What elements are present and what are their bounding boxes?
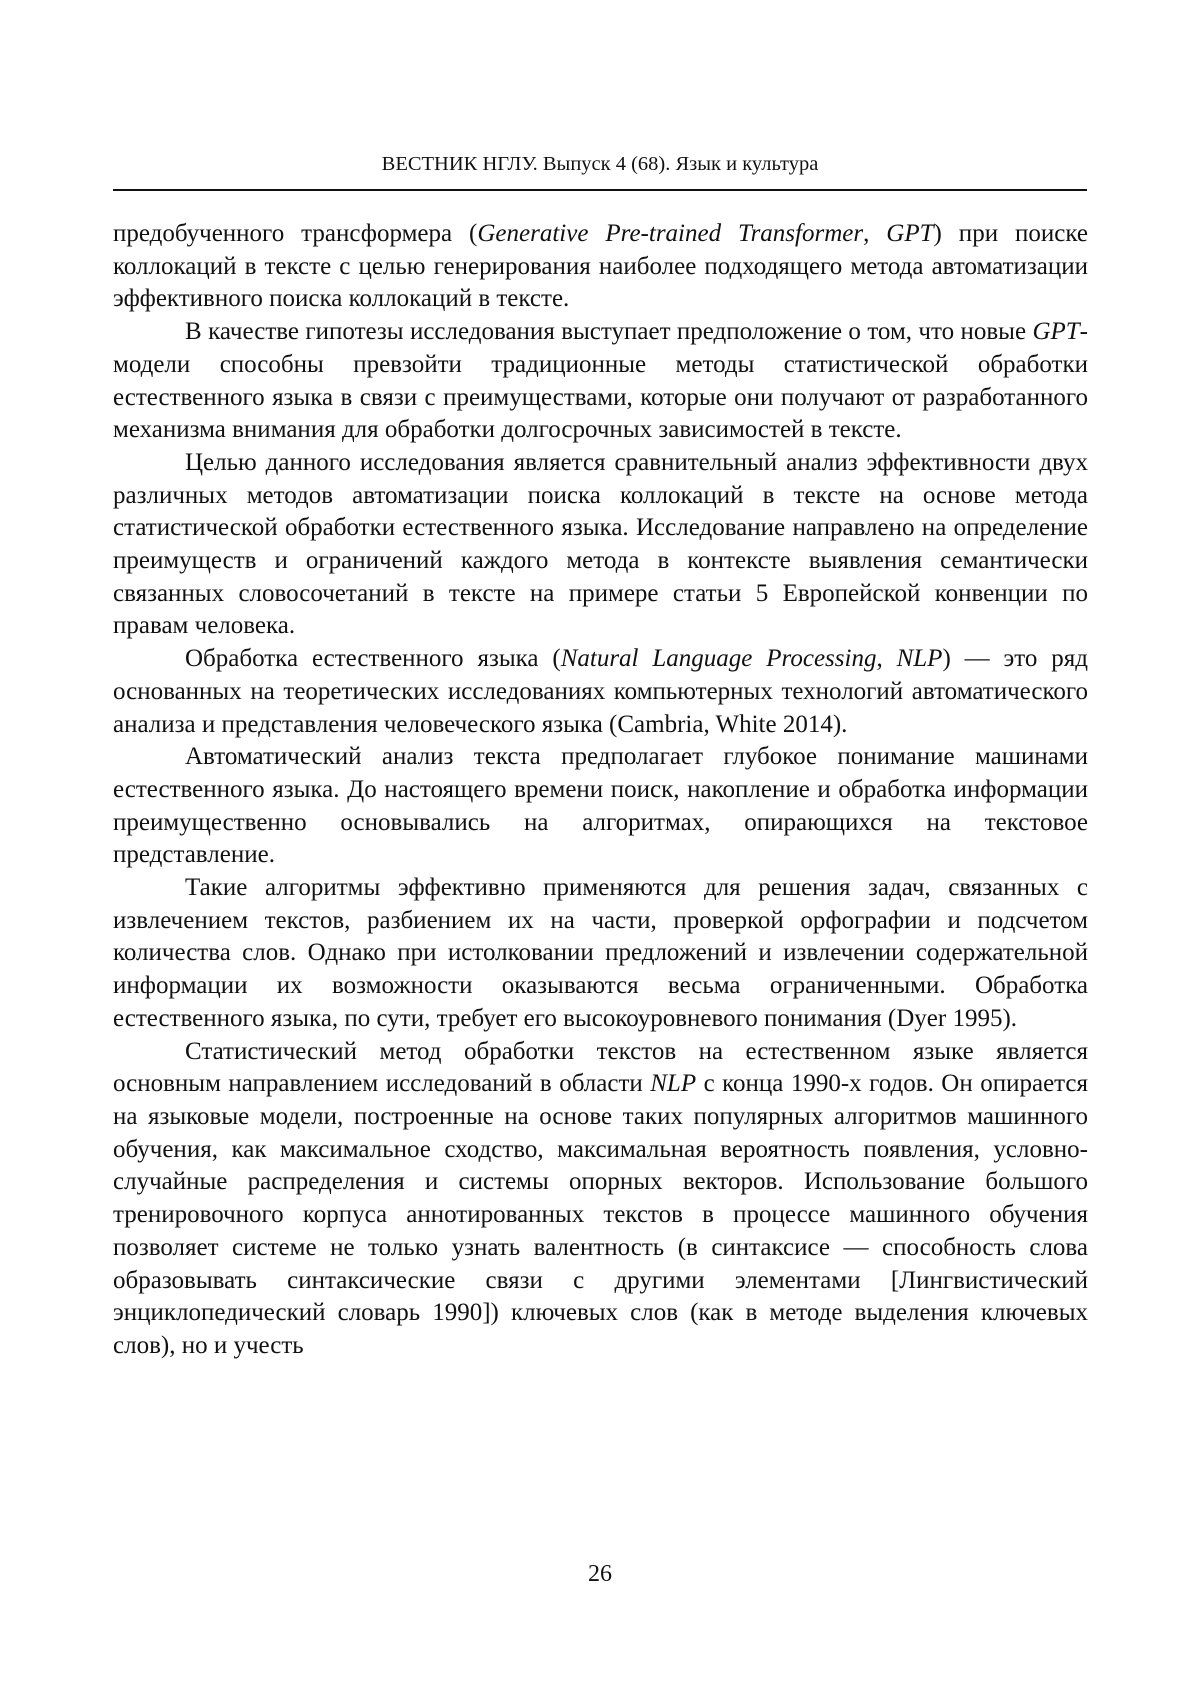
italic-term: Generative Pre-trained Transformer [477, 220, 864, 247]
text-run: Статистический метод обработки текстов на естественном языке является основным направлением исследований в области [113, 1037, 1088, 1098]
text-run: -модели способны превзойти традиционные методы статистической обработки естественного языка в связи с преимуществами, которые они получают от разработанного механизма внимания для обработки долгосрочных зависимостей в тексте. [113, 318, 1088, 444]
italic-term: Natural Language Processing [560, 645, 877, 673]
paragraph [113, 218, 1088, 316]
paragraph [113, 1036, 1088, 1363]
text-run: предобученного трансформера ( [113, 220, 478, 247]
article-body [113, 218, 1088, 1363]
italic-term: GPT [886, 220, 934, 247]
text-run: Обработка естественного языка ( [185, 645, 561, 673]
italic-term: GPT [1032, 318, 1080, 346]
paragraph [113, 872, 1088, 1036]
paragraph [113, 447, 1088, 643]
text-run: с конца 1990-х годов. Он опирается на языковые модели, построенные на основе таких популярных алгоритмов машинного обучения, как максимальное сходство, максимальная вероятность появления, условно-случайные распределения и системы опорных векторов. Использование большого тренировочного корпуса аннотированных текстов в процессе машинного обучения позволяет системе не только узнать валентность (в синтаксисе — способность слова образовывать синтаксические связи с другими элементами [Лингвистический энциклопедический словарь 1990]) ключевых слов (как в методе выделения ключевых слов), но и учесть [113, 1070, 1088, 1359]
text-run: ) — это ряд основанных на теоретических исследованиях компьютерных технологий автоматического анализа и представления человеческого языка (Cambria, White 2014). [113, 645, 1088, 738]
running-header: ВЕСТНИК НГЛУ. Выпуск 4 (68). Язык и культура [381, 153, 819, 175]
header-rule [113, 189, 1087, 191]
italic-term: NLP [896, 645, 943, 673]
page-number: 26 [588, 1561, 612, 1587]
text-run: Автоматический анализ текста предполагает глубокое понимание машинами естественного языка. До настоящего времени поиск, накопление и обработка информации преимущественно основывались на алгоритмах, опирающихся на текстовое представление. [113, 743, 1088, 869]
text-run: , [876, 645, 897, 673]
italic-term: NLP [650, 1070, 697, 1098]
paragraph [113, 741, 1088, 872]
text-run: В качестве гипотезы исследования выступает предположение о том, что новые [185, 318, 1033, 346]
paragraph [113, 316, 1088, 447]
text-run: ) при поиске коллокаций в тексте с целью генерирования наиболее подходящего метода автоматизации эффективного поиска коллокаций в тексте. [113, 220, 1088, 313]
text-run: Такие алгоритмы эффективно применяются для решения задач, связанных с извлечением текстов, разбиением их на части, проверкой орфографии и подсчетом количества слов. Однако при истолковании предложений и извлечении содержательной информации их возможности оказываются весьма ограниченными. Обработка естественного языка, по сути, требует его высокоуровневого понимания (Dyer 1995). [113, 874, 1088, 1032]
paragraph [113, 643, 1088, 741]
text-run: , [863, 220, 887, 247]
text-run: Целью данного исследования является сравнительный анализ эффективности двух различных методов автоматизации поиска коллокаций в тексте на основе метода статистической обработки естественного языка. Исследование направлено на определение преимуществ и ограничений каждого метода в контексте выявления семантически связанных словосочетаний в тексте на примере статьи 5 Европейской конвенции по правам человека. [113, 448, 1088, 640]
